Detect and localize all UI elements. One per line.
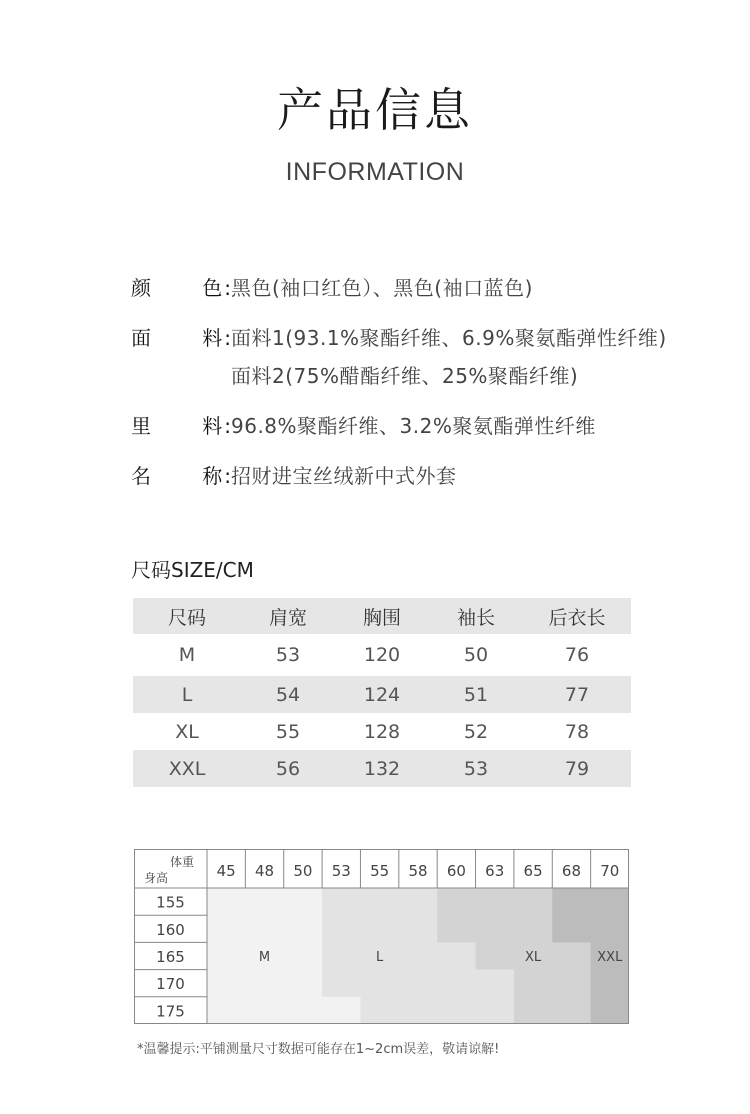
fit-weight-label: 45: [216, 862, 236, 880]
fit-weight-label: 70: [600, 862, 620, 880]
size-table: [133, 598, 631, 787]
info-colon: :: [224, 414, 231, 438]
fit-cell-l: [476, 970, 515, 998]
info-label-char: 名: [131, 464, 151, 488]
info-value-fabric-2: 面料2(75%醋酯纤维、25%聚酯纤维): [231, 364, 579, 388]
fit-size-label: L: [376, 950, 384, 965]
table-row: [133, 634, 631, 676]
size-cell: 76: [564, 644, 590, 666]
info-value-lining: 96.8%聚酯纤维、3.2%聚氨酯弹性纤维: [231, 414, 596, 438]
fit-cell-xxl: [552, 915, 591, 943]
size-section-title: 尺码SIZE/CM: [131, 558, 254, 582]
info-label-char: 料: [202, 414, 223, 438]
fit-cell-l: [476, 997, 515, 1024]
table-row: [133, 713, 631, 750]
fit-cell-l: [322, 970, 361, 998]
info-label-char: 面: [131, 326, 151, 350]
measurement-note: *温馨提示:平铺测量尺寸数据可能存在1~2cm误差，敬请谅解!: [137, 1042, 500, 1057]
info-colon: :: [224, 326, 231, 350]
page-title: 产品信息: [277, 83, 473, 137]
fit-cell-l: [437, 942, 476, 970]
info-label-color: [131, 272, 231, 304]
size-cell: 128: [363, 720, 401, 743]
size-cell: 132: [363, 757, 401, 780]
info-colon: :: [224, 276, 231, 300]
size-cell: XL: [175, 720, 199, 743]
fit-cell-xl: [552, 942, 591, 970]
info-colon: :: [224, 464, 231, 488]
info-value-name: 招财进宝丝绒新中式外套: [231, 464, 457, 488]
info-row-name: [131, 460, 746, 492]
size-cell: XXL: [168, 757, 206, 780]
fit-cell-m: [245, 997, 284, 1024]
fit-size-label: XL: [525, 950, 542, 965]
fit-weight-label: 53: [331, 862, 351, 880]
fit-cell-l: [399, 970, 438, 998]
fit-cell-m: [322, 997, 361, 1024]
fit-cell-m: [245, 970, 284, 998]
info-label-name: [131, 460, 231, 492]
size-header-cell: 肩宽: [268, 606, 307, 629]
fit-cell-l: [399, 888, 438, 916]
fit-cell-m: [284, 888, 323, 916]
fit-cell-l: [437, 970, 476, 998]
size-cell: 79: [564, 757, 590, 780]
fit-cell-m: [207, 915, 246, 943]
info-label-fabric: [131, 322, 231, 392]
fit-weight-label: 58: [408, 862, 428, 880]
table-row: [133, 676, 631, 713]
size-header-cell: 胸围: [362, 606, 401, 629]
fit-weight-label: 60: [446, 862, 466, 880]
info-label-lining: [131, 410, 231, 442]
info-row-fabric: [131, 322, 746, 392]
info-row-lining: [131, 410, 746, 442]
fit-weight-label: 63: [485, 862, 505, 880]
fit-cell-m: [284, 997, 323, 1024]
fit-weight-label: 50: [293, 862, 313, 880]
size-cell: 53: [275, 644, 301, 666]
size-cell: 120: [363, 644, 401, 666]
fit-cell-l: [322, 942, 361, 970]
fit-cell-xl: [514, 888, 553, 916]
fit-cell-xl: [476, 915, 515, 943]
fit-cell-m: [207, 888, 246, 916]
fit-cell-m: [245, 888, 284, 916]
fit-cell-m: [284, 915, 323, 943]
fit-cell-m: [207, 970, 246, 998]
fit-cell-m: [284, 942, 323, 970]
size-cell: 77: [564, 683, 590, 706]
fit-height-label: 160: [156, 920, 185, 939]
info-value-color: 黑色(袖口红色）、黑色(袖口蓝色): [231, 276, 533, 300]
fit-height-label: 175: [156, 1002, 185, 1021]
fit-height-label: 155: [156, 893, 185, 912]
size-cell: M: [178, 644, 196, 666]
fit-cell-m: [207, 997, 246, 1024]
info-label-char: 色: [202, 276, 223, 300]
info-label-char: 称: [202, 464, 223, 488]
product-info: [131, 272, 746, 510]
info-label-char: 颜: [131, 276, 151, 300]
size-cell: 55: [275, 720, 301, 743]
fit-weight-label: 55: [370, 862, 390, 880]
fit-cell-xl: [552, 970, 591, 998]
fit-chart: [134, 849, 629, 1024]
fit-corner-weight: 体重: [169, 855, 195, 869]
size-header-cell: 袖长: [456, 606, 495, 629]
size-header-cell: 后衣长: [548, 606, 606, 629]
fit-weight-label: 48: [254, 862, 275, 880]
fit-cell-xl: [552, 997, 591, 1024]
table-row: [133, 750, 631, 787]
fit-cell-l: [360, 997, 399, 1024]
fit-cell-xxl: [552, 888, 591, 916]
info-value-fabric-1: 面料1(93.1%聚酯纤维、6.9%聚氨酯弹性纤维): [231, 326, 667, 350]
fit-chart-grid: [134, 849, 629, 1024]
size-cell: L: [181, 683, 193, 706]
fit-cell-l: [399, 942, 438, 970]
fit-cell-xxl: [591, 888, 629, 916]
fit-cell-l: [360, 915, 399, 943]
info-label-char: 料: [202, 326, 223, 350]
fit-size-label: XXL: [597, 950, 623, 965]
fit-height-label: 170: [156, 975, 185, 994]
fit-cell-xl: [437, 915, 476, 943]
size-table-header: [133, 598, 631, 634]
fit-cell-l: [437, 997, 476, 1024]
fit-cell-xl: [514, 915, 553, 943]
fit-cell-xl: [476, 888, 515, 916]
size-cell: 78: [564, 720, 590, 743]
size-cell: 54: [275, 683, 301, 706]
size-cell: 124: [363, 683, 401, 706]
fit-cell-m: [284, 970, 323, 998]
size-header-cell: 尺码: [167, 606, 206, 629]
page-subtitle: INFORMATION: [285, 158, 465, 186]
fit-cell-m: [245, 915, 284, 943]
fit-cell-m: [207, 942, 246, 970]
fit-cell-xxl: [591, 970, 629, 998]
size-cell: 52: [463, 720, 489, 743]
fit-size-label: M: [258, 950, 271, 965]
fit-cell-l: [322, 915, 361, 943]
fit-cell-l: [360, 970, 399, 998]
fit-cell-xxl: [591, 997, 629, 1024]
size-cell: 51: [463, 683, 489, 706]
fit-corner-height: 身高: [143, 871, 169, 885]
fit-height-label: 165: [156, 948, 185, 966]
fit-cell-xl: [437, 888, 476, 916]
fit-cell-xl: [514, 997, 553, 1024]
info-row-color: [131, 272, 746, 304]
size-cell: 53: [463, 757, 489, 780]
size-cell: 56: [275, 757, 301, 780]
fit-weight-label: 68: [561, 862, 582, 880]
fit-cell-xxl: [591, 915, 629, 943]
fit-cell-xl: [514, 970, 553, 998]
fit-cell-xl: [476, 942, 515, 970]
fit-cell-l: [399, 997, 438, 1024]
info-label-char: 里: [131, 414, 151, 438]
fit-cell-l: [360, 888, 399, 916]
fit-cell-l: [322, 888, 361, 916]
size-cell: 50: [463, 644, 489, 666]
fit-weight-label: 65: [523, 862, 543, 880]
fit-cell-l: [399, 915, 438, 943]
